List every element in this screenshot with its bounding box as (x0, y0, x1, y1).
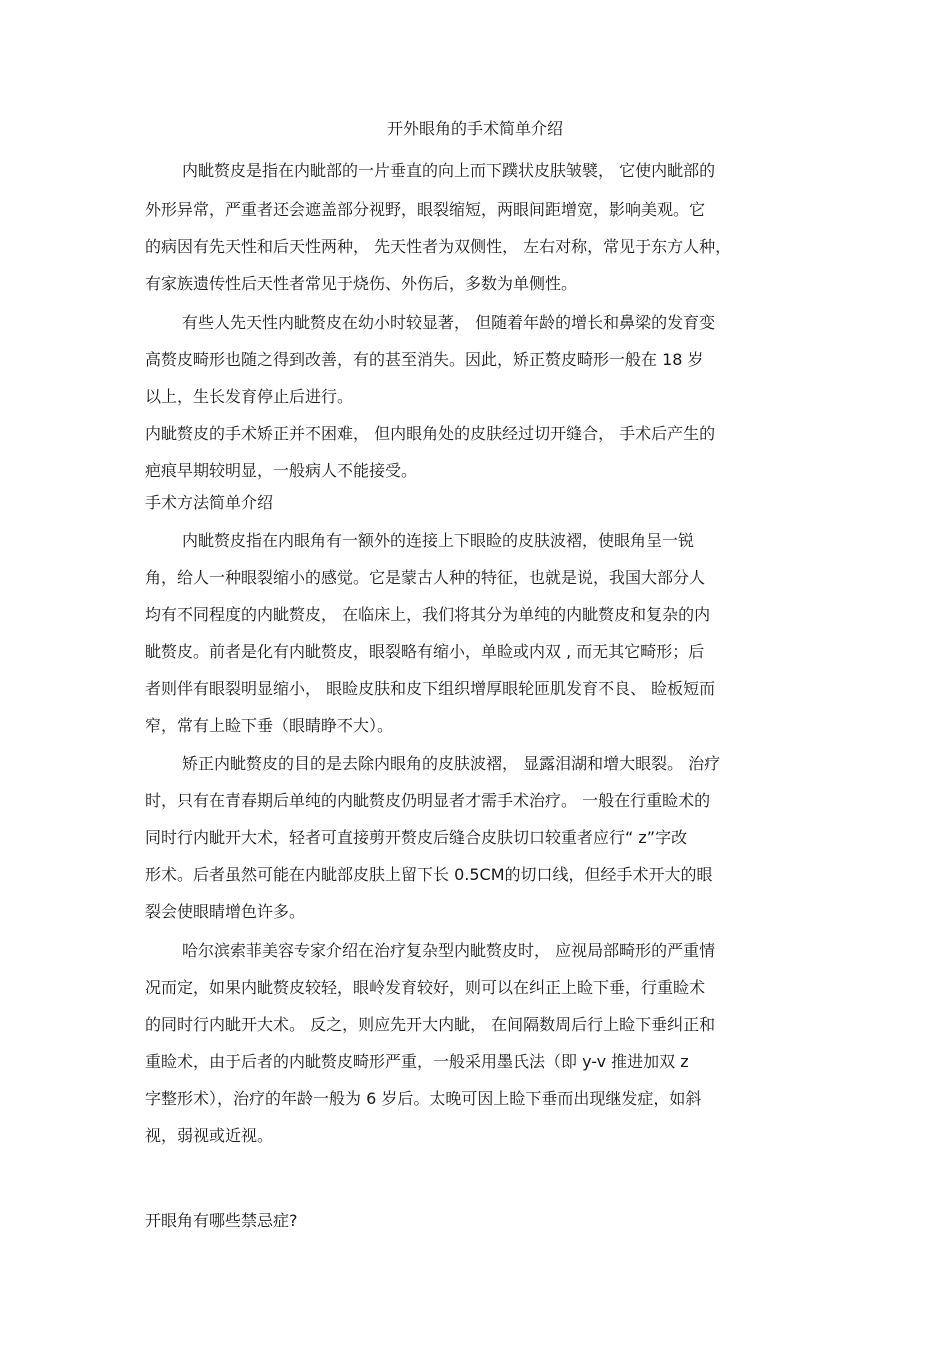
section-heading: 开眼角有哪些禁忌症? (145, 1211, 298, 1230)
paragraph-line: 内眦赘皮的手术矫正并不困难， 但内眼角处的皮肤经过切开缝合， 手术后产生的 (145, 424, 716, 443)
paragraph-line: 疤痕早期较明显，一般病人不能接受。 (145, 461, 418, 480)
paragraph-line: 眦赘皮。前者是化有内眦赘皮，眼裂略有缩小，单睑或内双 , 而无其它畸形；后 (145, 642, 705, 661)
paragraph-line: 以上，生长发育停止后进行。 (145, 387, 354, 406)
paragraph-line: 的同时行内眦开大术。 反之，则应先开大内眦， 在间隔数周后行上睑下垂纠正和 (145, 1015, 716, 1034)
paragraph-line: 窄，常有上睑下垂（眼睛睁不大）。 (145, 716, 394, 735)
paragraph-line: 矫正内眦赘皮的目的是去除内眼角的皮肤波褶， 显露泪湖和增大眼裂。 治疗 (182, 754, 721, 773)
paragraph-line: 者则伴有眼裂明显缩小， 眼睑皮肤和皮下组织增厚眼轮匝肌发育不良、 睑板短而 (145, 679, 716, 698)
paragraph-line: 字整形术），治疗的年龄一般为 6 岁后。太晚可因上睑下垂而出现继发症，如斜 (145, 1089, 702, 1108)
paragraph-line: 时，只有在青春期后单纯的内眦赘皮仍明显者才需手术治疗。 一般在行重睑术的 (145, 791, 711, 810)
document-title: 开外眼角的手术简单介绍 (386, 119, 563, 138)
paragraph-line: 有些人先天性内眦赘皮在幼小时较显著， 但随着年龄的增长和鼻梁的发育变 (182, 313, 716, 332)
paragraph-line: 视，弱视或近视。 (145, 1126, 274, 1145)
paragraph-line: 况而定，如果内眦赘皮较轻，眼岭发育较好，则可以在纠正上睑下垂，行重睑术 (145, 978, 706, 997)
paragraph-line: 均有不同程度的内眦赘皮， 在临床上，我们将其分为单纯的内眦赘皮和复杂的内 (145, 605, 711, 624)
paragraph-line: 高赘皮畸形也随之得到改善，有的甚至消失。因此，矫正赘皮畸形一般在 18 岁 (145, 350, 704, 369)
paragraph-line: 内眦赘皮指在内眼角有一额外的连接上下眼睑的皮肤波褶，使眼角呈一锐 (182, 531, 695, 550)
paragraph-line: 外形异常，严重者还会遮盖部分视野，眼裂缩短，两眼间距增宽，影响美观。它 (145, 200, 706, 219)
paragraph-line: 裂会使眼睛增色许多。 (145, 902, 306, 921)
section-heading: 手术方法简单介绍 (145, 493, 274, 512)
paragraph-line: 同时行内眦开大术，轻者可直接剪开赘皮后缝合皮肤切口较重者应行“ z”字改 (145, 828, 688, 847)
paragraph-line: 的病因有先天性和后天性两种， 先天性者为双侧性， 左右对称，常见于东方人种， (145, 237, 732, 256)
paragraph-line: 有家族遗传性后天性者常见于烧伤、外伤后，多数为单侧性。 (145, 274, 578, 293)
paragraph-line: 角，给人一种眼裂缩小的感觉。它是蒙古人种的特征，也就是说，我国大部分人 (145, 568, 706, 587)
paragraph-line: 内眦赘皮是指在内眦部的一片垂直的向上而下蹼状皮肤皱襞， 它使内眦部的 (182, 161, 716, 180)
paragraph-line: 重睑术，由于后者的内眦赘皮畸形严重，一般采用墨氏法（即 y-v 推进加双 z (145, 1052, 689, 1071)
paragraph-line: 形术。后者虽然可能在内眦部皮肤上留下长 0.5CM的切口线，但经手术开大的眼 (145, 865, 713, 884)
paragraph-line: 哈尔滨索菲美容专家介绍在治疗复杂型内眦赘皮时， 应视局部畸形的严重情 (182, 941, 716, 960)
